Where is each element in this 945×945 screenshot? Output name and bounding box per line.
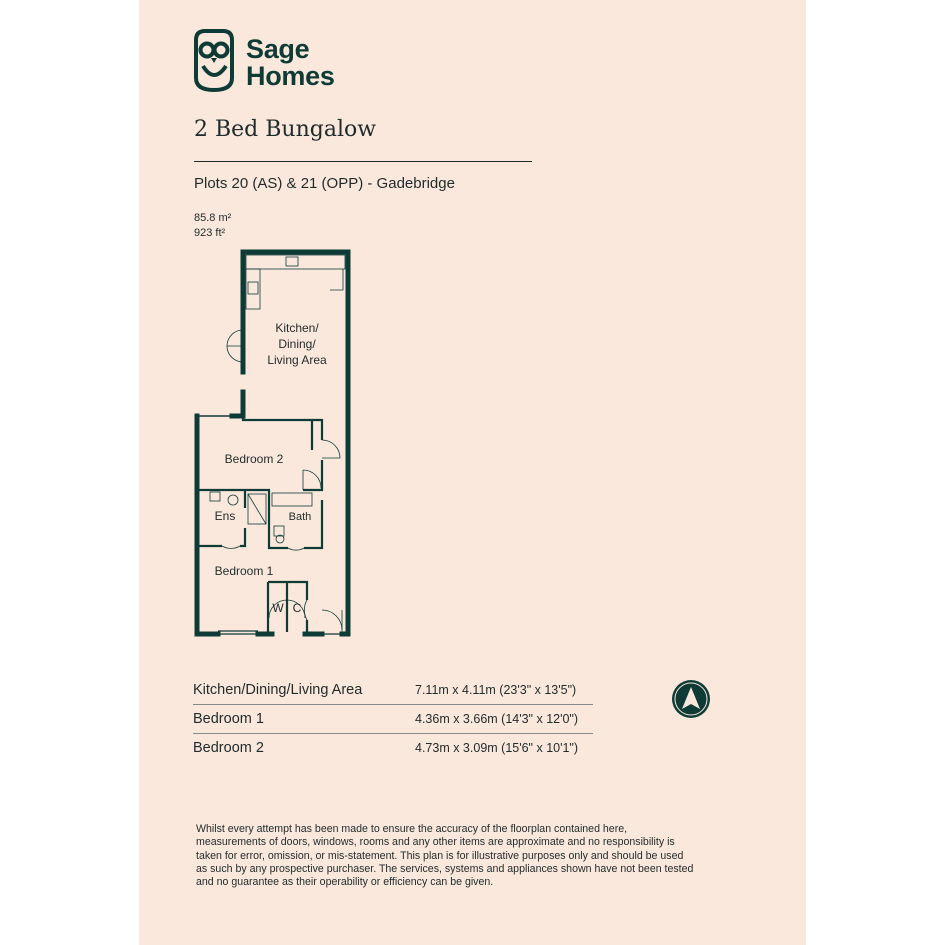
disclaimer-line: as such by any prospective purchaser. The services, systems and appliances shown have not been tested	[196, 862, 694, 875]
disclaimer	[196, 823, 741, 889]
title-divider	[194, 161, 532, 162]
floor-plan	[185, 245, 365, 645]
brand-name-line1: Sage	[246, 34, 310, 64]
table-row	[193, 676, 593, 705]
bedroom1-label: Bedroom 1	[214, 564, 274, 578]
area-imperial: 923 ft²	[194, 227, 226, 239]
bath-label: Bath	[288, 511, 312, 523]
room-name: Bedroom 1	[193, 705, 415, 734]
plots-subtitle: Plots 20 (AS) & 21 (OPP) - Gadebridge	[194, 175, 455, 192]
brand-name	[246, 36, 335, 90]
wardrobe-label-w: W	[272, 601, 284, 615]
room-dims: 4.73m x 3.09m (15'6" x 10'1")	[415, 741, 579, 755]
kitchen-label-line3: Living Area	[267, 353, 327, 367]
wardrobe-label-c: C	[292, 601, 302, 615]
page-title: 2 Bed Bungalow	[194, 117, 377, 142]
room-name: Kitchen/Dining/Living Area	[193, 676, 415, 705]
table-row	[193, 734, 593, 763]
room-dimensions-table	[193, 676, 593, 762]
disclaimer-line: and no guarantee as their operability or efficiency can be given.	[196, 876, 494, 889]
brand-name-line2: Homes	[246, 61, 335, 91]
room-dims: 4.36m x 3.66m (14'3" x 12'0")	[415, 705, 593, 734]
area-metric: 85.8 m²	[194, 212, 232, 224]
kitchen-label-line1: Kitchen/	[275, 321, 319, 335]
room-dims: 7.11m x 4.11m (23'3" x 13'5")	[415, 676, 593, 705]
kitchen-label	[256, 320, 338, 368]
bedroom2-label: Bedroom 2	[224, 452, 284, 466]
north-arrow-icon	[671, 679, 711, 719]
disclaimer-line: Whilst every attempt has been made to ensure the accuracy of the floorplan contained here,	[196, 823, 628, 835]
room-name: Bedroom 2	[193, 740, 264, 756]
kitchen-label-line2: Dining/	[278, 337, 316, 351]
disclaimer-line: taken for error, omission, or mis-statement. This plan is for illustrative purposes only and should be used	[196, 849, 684, 862]
total-area	[194, 211, 231, 241]
disclaimer-line: measurements of doors, windows, rooms and any other items are approximate and no responsibility is	[196, 836, 675, 849]
ensuite-label: Ens	[214, 509, 236, 523]
table-row	[193, 705, 593, 734]
